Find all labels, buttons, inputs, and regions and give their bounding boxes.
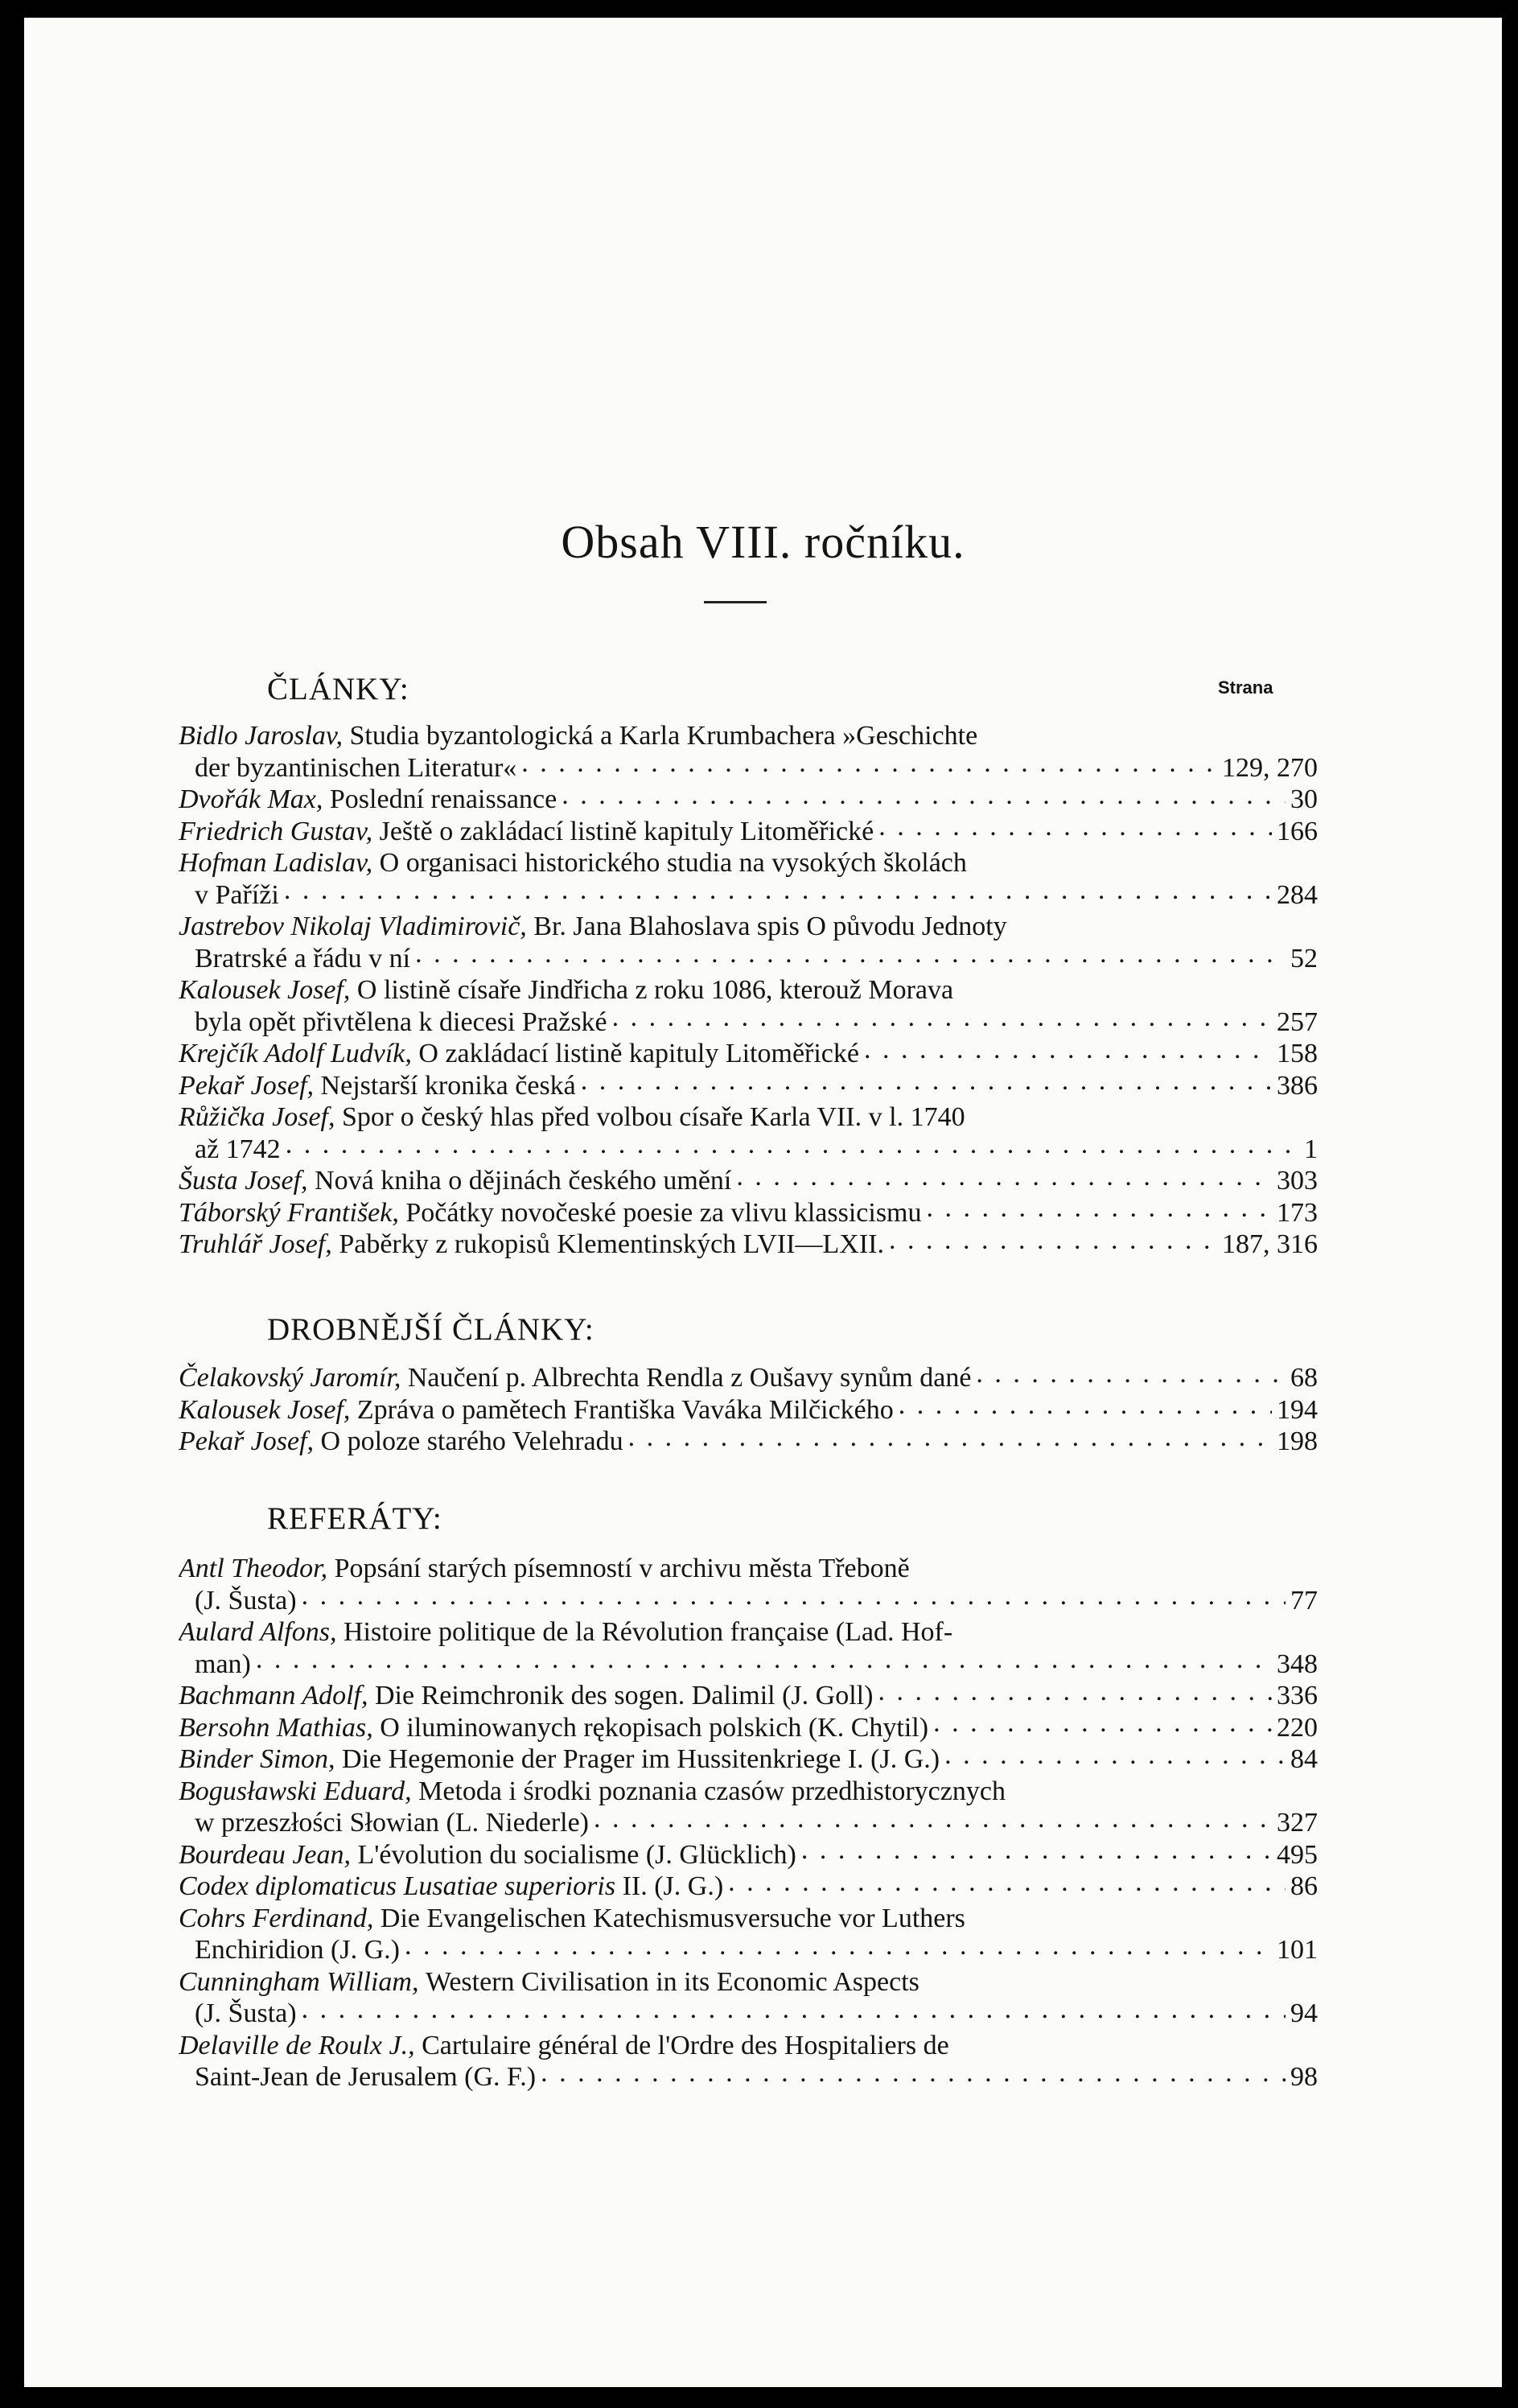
toc-entry-line [179, 1903, 1318, 1935]
entry-title: Poslední renaissance [329, 784, 557, 814]
toc-entry [179, 784, 1318, 816]
entry-title: der byzantinischen Literatur« [195, 752, 517, 783]
entry-page-number: 194 [1277, 1394, 1318, 1425]
toc-entry-line [179, 752, 1318, 784]
entry-title: v Paříži [195, 879, 279, 910]
toc-entry [179, 720, 1318, 784]
entry-page-number: 327 [1277, 1808, 1318, 1838]
dot-leader [728, 1875, 1286, 1895]
entry-author: Pekař Josef, [179, 1426, 315, 1456]
dot-leader [415, 948, 1286, 967]
toc-entry-line [179, 1006, 1318, 1039]
dot-leader [594, 1812, 1272, 1831]
entry-author: Dvořák Max, [179, 784, 323, 814]
toc-entry [179, 1362, 1318, 1394]
entry-title: Ještě o zakládací listině kapituly Litoměřické [379, 816, 874, 846]
dot-leader [864, 1043, 1272, 1062]
entry-title: w przeszłości Słowian (L. Niederle) [195, 1808, 589, 1838]
entry-author: Antl Theodor, [179, 1554, 328, 1583]
entry-author: Hofman Ladislav, [179, 848, 373, 878]
entry-author: Kalousek Josef, [179, 1394, 351, 1425]
dot-leader [899, 1399, 1272, 1418]
dot-leader [801, 1844, 1272, 1863]
toc-entry-line [179, 1229, 1318, 1261]
entry-author: Aulard Alfons, [179, 1617, 337, 1647]
entry-title: Počátky novočeské poesie za vlivu klassicismu [405, 1197, 922, 1228]
dot-leader [302, 1590, 1286, 1609]
entry-title: O organisaci historického studia na vysokých školách [379, 848, 967, 878]
entry-author: Bidlo Jaroslav, [179, 721, 343, 751]
toc-entry-line [179, 1070, 1318, 1102]
toc-entry-line [179, 847, 1318, 879]
strana-label: Strana [1218, 677, 1273, 698]
toc-entry-line [179, 1426, 1318, 1458]
entry-title: Die Evangelischen Katechismusversuche vor Luthers [380, 1903, 965, 1933]
entry-author: Friedrich Gustav, [179, 816, 373, 846]
dot-leader [878, 821, 1272, 840]
entry-title: Paběrky z rukopisů Klementinských LVII—LXII. [339, 1229, 884, 1259]
toc-entry-line [179, 879, 1318, 912]
entry-title: až 1742 [195, 1134, 281, 1164]
toc-entry [179, 847, 1318, 911]
entry-title: Nová kniha o dějinách českého umění [315, 1166, 732, 1196]
entry-title: Spor o český hlas před volbou císaře Karla VII. v l. 1740 [342, 1102, 965, 1132]
toc-entry [179, 1553, 1318, 1616]
toc-entry-line [179, 816, 1318, 848]
toc-entry [179, 1743, 1318, 1776]
section-heading-drobnejsi: DROBNĚJŠÍ ČLÁNKY: [267, 1312, 594, 1347]
entry-title: O poloze starého Velehradu [320, 1426, 623, 1456]
entry-author: Táborský František, [179, 1197, 399, 1228]
dot-leader [944, 1748, 1286, 1768]
entry-title: Br. Jana Blahoslava spis O původu Jednoty [533, 912, 1007, 941]
entry-title: Studia byzantologická a Karla Krumbachera »Geschichte [349, 721, 978, 751]
toc-entry-line [179, 911, 1318, 943]
toc-entry-line [179, 1680, 1318, 1712]
toc-entry-line [179, 784, 1318, 816]
toc-entry [179, 2030, 1318, 2093]
page [24, 18, 1502, 2387]
entry-page-number: 77 [1290, 1585, 1318, 1616]
entry-title: man) [195, 1649, 251, 1679]
toc-entry-line [179, 1807, 1318, 1839]
entry-title: Histoire politique de la Révolution française (Lad. Hof- [343, 1617, 953, 1647]
entry-title: (J. Šusta) [195, 1998, 297, 2028]
section-list-clanky [179, 720, 1318, 1261]
entry-author: Truhlář Josef, [179, 1229, 332, 1259]
toc-entry [179, 974, 1318, 1038]
entry-page-number: 94 [1290, 1998, 1318, 2028]
toc-entry-line [179, 1776, 1318, 1808]
toc-entry-line [179, 1394, 1318, 1426]
entry-page-number: 198 [1277, 1426, 1318, 1456]
toc-entry-line [179, 1165, 1318, 1197]
entry-title: II. (J. G.) [622, 1871, 724, 1901]
entry-title: Cartulaire général de l'Ordre des Hospitaliers de [422, 2030, 949, 2060]
entry-page-number: 98 [1290, 2062, 1318, 2092]
entry-author: Delaville de Roulx J., [179, 2030, 415, 2060]
toc-entry [179, 1101, 1318, 1165]
section-list-drobnejsi [179, 1362, 1318, 1458]
entry-page-number: 84 [1290, 1744, 1318, 1774]
dot-leader [562, 788, 1286, 808]
dot-leader [889, 1233, 1217, 1253]
entry-title: Western Civilisation in its Economic Aspects [425, 1966, 919, 1997]
entry-page-number: 348 [1277, 1649, 1318, 1679]
toc-entry [179, 1070, 1318, 1102]
section-heading-referaty: REFERÁTY: [267, 1501, 442, 1536]
entry-author: Čelakovský Jaromír, [179, 1363, 401, 1393]
entry-page-number: 336 [1277, 1681, 1318, 1710]
dot-leader [541, 2066, 1286, 2085]
entry-author: Binder Simon, [179, 1744, 335, 1774]
section-heading-clanky: ČLÁNKY: [267, 672, 409, 706]
toc-entry [179, 1229, 1318, 1261]
toc-entry-line [179, 1966, 1318, 1998]
toc-entry [179, 1394, 1318, 1426]
toc-entry [179, 1966, 1318, 2030]
toc-entry-line [179, 1871, 1318, 1903]
toc-entry [179, 1616, 1318, 1680]
dot-leader [612, 1011, 1272, 1031]
dot-leader [521, 757, 1217, 776]
entry-page-number: 52 [1290, 943, 1318, 973]
entry-page-number: 187, 316 [1222, 1229, 1318, 1259]
toc-entry [179, 1038, 1318, 1070]
toc-entry [179, 1776, 1318, 1839]
entry-page-number: 101 [1277, 1935, 1318, 1965]
entry-title: Bratrské a řádu v ní [195, 943, 411, 973]
entry-title: Die Hegemonie der Prager im Hussitenkriege I. (J. G.) [342, 1744, 940, 1774]
title-rule [704, 601, 767, 603]
entry-author: Bogusławski Eduard, [179, 1776, 412, 1806]
entry-page-number: 68 [1290, 1363, 1318, 1393]
entry-page-number: 386 [1277, 1070, 1318, 1101]
toc-entry-line [179, 1934, 1318, 1966]
entry-title: L'évolution du socialisme (J. Glücklich) [357, 1839, 796, 1870]
toc-entry [179, 911, 1318, 974]
dot-leader [286, 1138, 1299, 1158]
page-title: Obsah VIII. ročníku. [561, 516, 965, 568]
toc-entry-line [179, 1101, 1318, 1134]
toc-entry [179, 1426, 1318, 1458]
toc-entry [179, 1165, 1318, 1197]
entry-page-number: 173 [1277, 1197, 1318, 1228]
entry-author: Cohrs Ferdinand, [179, 1903, 374, 1933]
entry-page-number: 129, 270 [1222, 752, 1318, 783]
entry-title: Popsání starých písemností v archivu města Třeboně [334, 1554, 910, 1583]
toc-entry-line [179, 1585, 1318, 1617]
toc-entry [179, 1712, 1318, 1744]
entry-page-number: 495 [1277, 1839, 1318, 1870]
toc-entry-line [179, 1839, 1318, 1871]
dot-leader [628, 1430, 1272, 1450]
toc-entry-line [179, 1038, 1318, 1070]
entry-title: Saint-Jean de Jerusalem (G. F.) [195, 2062, 537, 2092]
toc-entry-line [179, 2061, 1318, 2093]
toc-entry-line [179, 1134, 1318, 1166]
toc-entry-line [179, 1362, 1318, 1394]
entry-author: Kalousek Josef, [179, 975, 351, 1005]
toc-entry-line [179, 720, 1318, 752]
entry-page-number: 158 [1277, 1039, 1318, 1068]
entry-page-number: 30 [1290, 784, 1318, 814]
toc-entry-line [179, 1553, 1318, 1585]
entry-title: Metoda i środki poznania czasów przedhistorycznych [418, 1776, 1006, 1806]
toc-entry-line [179, 974, 1318, 1006]
entry-page-number: 257 [1277, 1006, 1318, 1037]
entry-page-number: 220 [1277, 1712, 1318, 1743]
dot-leader [284, 884, 1272, 904]
entry-author: Jastrebov Nikolaj Vladimirovič, [179, 912, 527, 941]
dot-leader [927, 1202, 1273, 1221]
dot-leader [933, 1717, 1272, 1736]
dot-leader [581, 1075, 1272, 1094]
toc-entry [179, 1903, 1318, 1966]
entry-title: O zakládací listině kapituly Litoměřické [418, 1039, 859, 1068]
toc-entry-line [179, 1197, 1318, 1229]
toc-entry [179, 1839, 1318, 1871]
entry-author: Cunningham William, [179, 1966, 419, 1997]
dot-leader [976, 1367, 1286, 1386]
toc-entry-line [179, 943, 1318, 975]
dot-leader [302, 2003, 1286, 2022]
entry-author: Krejčík Adolf Ludvík, [179, 1039, 412, 1068]
entry-author: Codex diplomaticus Lusatiae superioris [179, 1871, 616, 1901]
toc-entry [179, 1871, 1318, 1903]
entry-author: Bersohn Mathias, [179, 1712, 373, 1743]
entry-page-number: 86 [1290, 1871, 1318, 1901]
entry-title: Nejstarší kronika česká [320, 1070, 576, 1101]
entry-author: Pekař Josef, [179, 1070, 315, 1101]
section-list-referaty [179, 1553, 1318, 2093]
toc-entry-line [179, 1743, 1318, 1776]
toc-entry [179, 1197, 1318, 1229]
entry-title: Naučení p. Albrechta Rendla z Oušavy synům dané [407, 1363, 972, 1393]
toc-entry-line [179, 1712, 1318, 1744]
entry-author: Bachmann Adolf, [179, 1681, 368, 1710]
entry-page-number: 1 [1304, 1134, 1318, 1164]
entry-author: Šusta Josef, [179, 1166, 308, 1196]
entry-title: O listině císaře Jindřicha z roku 1086, kterouž Morava [356, 975, 954, 1005]
entry-author: Bourdeau Jean, [179, 1839, 352, 1870]
entry-title: (J. Šusta) [195, 1585, 297, 1616]
entry-page-number: 166 [1277, 816, 1318, 846]
dot-leader [256, 1653, 1272, 1673]
toc-entry-line [179, 1649, 1318, 1681]
dot-leader [736, 1170, 1272, 1189]
entry-title: Zpráva o pamětech Františka Vaváka Milčického [356, 1394, 894, 1425]
entry-title: O iluminowanych rękopisach polskich (K. Chytil) [380, 1712, 929, 1743]
dot-leader [405, 1939, 1272, 1958]
entry-title: byla opět přivtělena k diecesi Pražské [195, 1006, 607, 1037]
entry-title: Die Reimchronik des sogen. Dalimil (J. Goll) [374, 1681, 874, 1710]
toc-entry-line [179, 1998, 1318, 2030]
toc-entry [179, 816, 1318, 848]
entry-author: Růžička Josef, [179, 1102, 335, 1132]
entry-title: Enchiridion (J. G.) [195, 1935, 400, 1965]
toc-entry-line [179, 2030, 1318, 2062]
entry-page-number: 303 [1277, 1166, 1318, 1196]
dot-leader [878, 1685, 1272, 1704]
entry-page-number: 284 [1277, 879, 1318, 910]
toc-entry-line [179, 1616, 1318, 1649]
toc-entry [179, 1680, 1318, 1712]
